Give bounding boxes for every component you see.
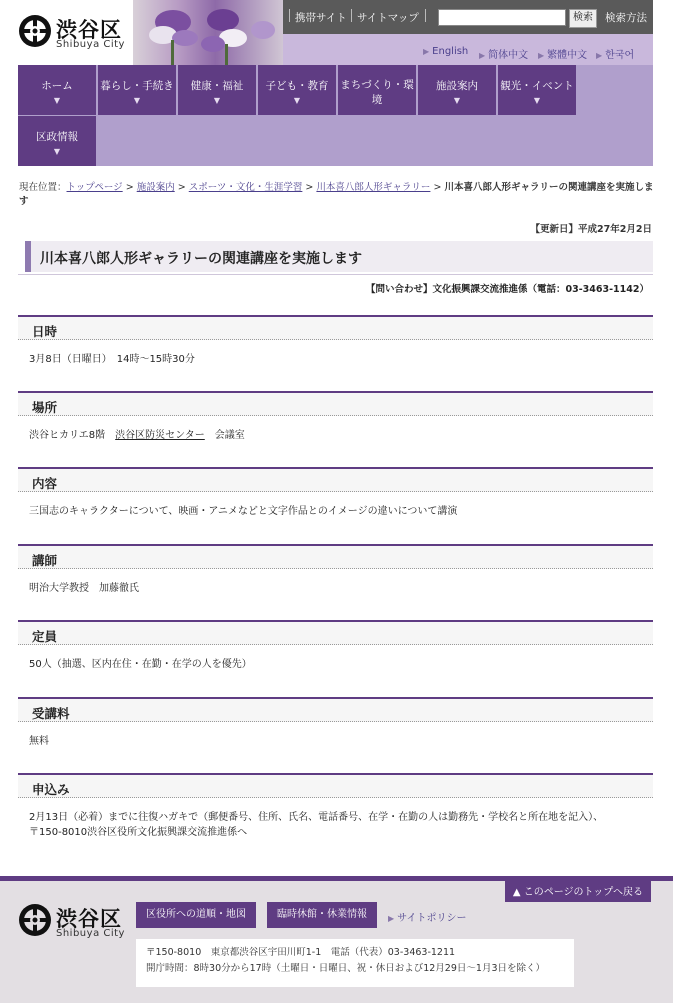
nav-tourism[interactable] bbox=[498, 65, 576, 115]
chevron-down-icon: ▼ bbox=[213, 96, 221, 105]
iris-header-photo bbox=[133, 0, 283, 65]
search-button[interactable]: 検索 bbox=[569, 9, 597, 28]
divider bbox=[18, 274, 653, 275]
section-heading-text: 日時 bbox=[32, 324, 58, 339]
nav-label: 健康・福祉 bbox=[190, 80, 244, 92]
updated-date bbox=[531, 221, 652, 235]
lang-label: 한국어 bbox=[605, 50, 635, 61]
site-policy-label: サイトポリシー bbox=[397, 913, 467, 924]
section-body: 明治大学教授 加藤徹氏 bbox=[29, 583, 139, 594]
chevron-down-icon: ▼ bbox=[53, 147, 61, 156]
contact-info: 【問い合わせ】文化振興課交流推進係（電話：03-3463-1142） bbox=[366, 284, 649, 295]
section-place bbox=[18, 391, 653, 443]
section-heading-text: 内容 bbox=[32, 476, 58, 491]
breadcrumb-prefix: 現在位置： bbox=[19, 182, 67, 193]
triangle-right-icon: ▶ bbox=[423, 47, 430, 56]
section-body: 三国志のキャラクターについて、映画・アニメなどと文字作品とのイメージの違いについて講演 bbox=[29, 506, 458, 517]
breadcrumb-link-sports-culture[interactable]: スポーツ・文化・生涯学習 bbox=[188, 182, 303, 193]
sitemap-link[interactable]: サイトマップ bbox=[357, 12, 419, 24]
breadcrumb-separator: > bbox=[433, 182, 442, 193]
lang-english-link[interactable] bbox=[423, 46, 468, 57]
disaster-center-link[interactable]: 渋谷区防災センター bbox=[115, 430, 205, 441]
section-body bbox=[18, 416, 653, 443]
nav-label: 暮らし・手続き bbox=[100, 80, 174, 92]
section-body: 無料 bbox=[29, 736, 49, 747]
triangle-right-icon: ▶ bbox=[596, 51, 603, 60]
section-body bbox=[18, 798, 653, 840]
page-title: 川本喜八郎人形ギャラリーの関連講座を実施します bbox=[40, 251, 362, 267]
nav-label: 子ども・教育 bbox=[265, 80, 329, 92]
office-hours: 開庁時間：8時30分から17時（土曜日・日曜日、祝・休日および12月29日～1月3日を除く） bbox=[146, 963, 545, 974]
divider bbox=[351, 9, 352, 22]
lang-simplified-chinese-link[interactable] bbox=[479, 46, 528, 61]
section-apply bbox=[18, 773, 653, 840]
section-heading bbox=[18, 544, 653, 569]
nav-label: ホーム bbox=[41, 80, 73, 92]
search-input[interactable] bbox=[438, 9, 566, 26]
nav-label: まちづくり・環境 bbox=[340, 79, 414, 106]
nav-facilities[interactable] bbox=[418, 65, 496, 115]
access-map-button[interactable]: 区役所への道順・地図 bbox=[136, 902, 256, 928]
divider bbox=[289, 9, 290, 22]
section-heading-text: 申込み bbox=[32, 782, 70, 797]
section-heading-text: 受講料 bbox=[32, 706, 70, 721]
language-bar bbox=[283, 34, 653, 65]
shibuya-emblem-icon bbox=[18, 903, 52, 937]
section-body: 3月8日（日曜日） 14時～15時30分 bbox=[29, 354, 195, 365]
address-line: 〒150-8010 東京都渋谷区宇田川町1-1 電話（代表）03-3463-1211 bbox=[146, 947, 456, 958]
breadcrumb-separator: > bbox=[305, 182, 314, 193]
lang-traditional-chinese-link[interactable] bbox=[538, 46, 587, 61]
section-heading bbox=[18, 315, 653, 340]
section-content bbox=[18, 467, 653, 519]
section-heading-text: 講師 bbox=[32, 553, 58, 568]
address-box bbox=[136, 939, 574, 987]
logo-name: 渋谷区 bbox=[56, 907, 122, 931]
nav-town-planning[interactable] bbox=[338, 65, 416, 115]
breadcrumb bbox=[19, 181, 655, 209]
logo-name: 渋谷区 bbox=[56, 18, 122, 42]
section-heading bbox=[18, 620, 653, 645]
chevron-down-icon: ▼ bbox=[533, 96, 541, 105]
logo-sub: Shibuya City bbox=[56, 39, 125, 50]
lang-label: 繁體中文 bbox=[547, 50, 588, 61]
triangle-right-icon: ▶ bbox=[388, 914, 395, 923]
section-heading bbox=[18, 467, 653, 492]
chevron-down-icon: ▼ bbox=[293, 96, 301, 105]
nav-label: 施設案内 bbox=[436, 80, 478, 92]
mobile-site-link[interactable]: 携帯サイト bbox=[295, 12, 347, 24]
shibuya-emblem-icon bbox=[18, 14, 52, 48]
lang-label: 简体中文 bbox=[488, 50, 529, 61]
breadcrumb-current: 川本喜八郎人形ギャラリーの関連講座を実施します bbox=[19, 182, 654, 207]
section-heading-text: 場所 bbox=[32, 400, 58, 415]
page-title-box bbox=[25, 241, 653, 272]
place-text: 渋谷ヒカリエ8階 bbox=[29, 430, 116, 441]
section-heading bbox=[18, 697, 653, 722]
section-capacity bbox=[18, 620, 653, 672]
logo-sub: Shibuya City bbox=[56, 928, 125, 939]
breadcrumb-separator: > bbox=[125, 182, 134, 193]
site-footer bbox=[0, 876, 673, 1003]
nav-living[interactable] bbox=[98, 65, 176, 115]
section-heading bbox=[18, 391, 653, 416]
nav-label: 観光・イベント bbox=[500, 80, 574, 92]
site-policy-link[interactable] bbox=[388, 909, 466, 924]
nav-government[interactable] bbox=[18, 116, 96, 166]
updated-value: 平成27年2月2日 bbox=[578, 224, 652, 235]
nav-home[interactable] bbox=[18, 65, 96, 115]
chevron-down-icon: ▼ bbox=[53, 96, 61, 105]
nav-label: 区政情報 bbox=[36, 131, 78, 143]
nav-health[interactable] bbox=[178, 65, 256, 115]
site-logo[interactable] bbox=[18, 12, 138, 57]
section-lecturer bbox=[18, 544, 653, 596]
global-nav bbox=[18, 65, 653, 166]
breadcrumb-separator: > bbox=[177, 182, 186, 193]
breadcrumb-link-facilities[interactable]: 施設案内 bbox=[136, 182, 175, 193]
section-heading bbox=[18, 773, 653, 798]
page-top-button[interactable]: ▲ このページのトップへ戻る bbox=[505, 880, 651, 902]
updated-label: 【更新日】 bbox=[530, 224, 579, 235]
triangle-right-icon: ▶ bbox=[538, 51, 545, 60]
place-text: 会議室 bbox=[204, 430, 245, 441]
utility-bar bbox=[283, 0, 653, 34]
section-fee bbox=[18, 697, 653, 749]
iris-flowers-image bbox=[133, 0, 283, 65]
closure-info-button[interactable]: 臨時休館・休業情報 bbox=[267, 902, 377, 928]
breadcrumb-link-gallery[interactable]: 川本喜八郎人形ギャラリー bbox=[316, 182, 431, 193]
divider bbox=[425, 9, 426, 22]
triangle-right-icon: ▶ bbox=[479, 51, 486, 60]
breadcrumb-link-top[interactable]: トップページ bbox=[66, 182, 123, 193]
apply-line: 〒150-8010渋谷区役所文化振興課交流推進係へ bbox=[29, 827, 248, 838]
chevron-down-icon: ▼ bbox=[133, 96, 141, 105]
nav-children[interactable] bbox=[258, 65, 336, 115]
site-header bbox=[0, 0, 673, 65]
section-heading-text: 定員 bbox=[32, 629, 58, 644]
lang-label: English bbox=[432, 46, 469, 57]
section-body: 50人（抽選、区内在住・在勤・在学の人を優先） bbox=[29, 659, 252, 670]
section-datetime bbox=[18, 315, 653, 367]
lang-korean-link[interactable] bbox=[596, 46, 634, 61]
footer-logo[interactable] bbox=[18, 901, 138, 946]
chevron-down-icon: ▼ bbox=[453, 96, 461, 105]
apply-line: 2月13日（必着）までに往復ハガキで（郵便番号、住所、氏名、電話番号、在学・在勤の人は勤務先・学校名と所在地を記入）、 bbox=[29, 812, 604, 823]
search-help-link[interactable]: 検索方法 bbox=[605, 12, 647, 24]
